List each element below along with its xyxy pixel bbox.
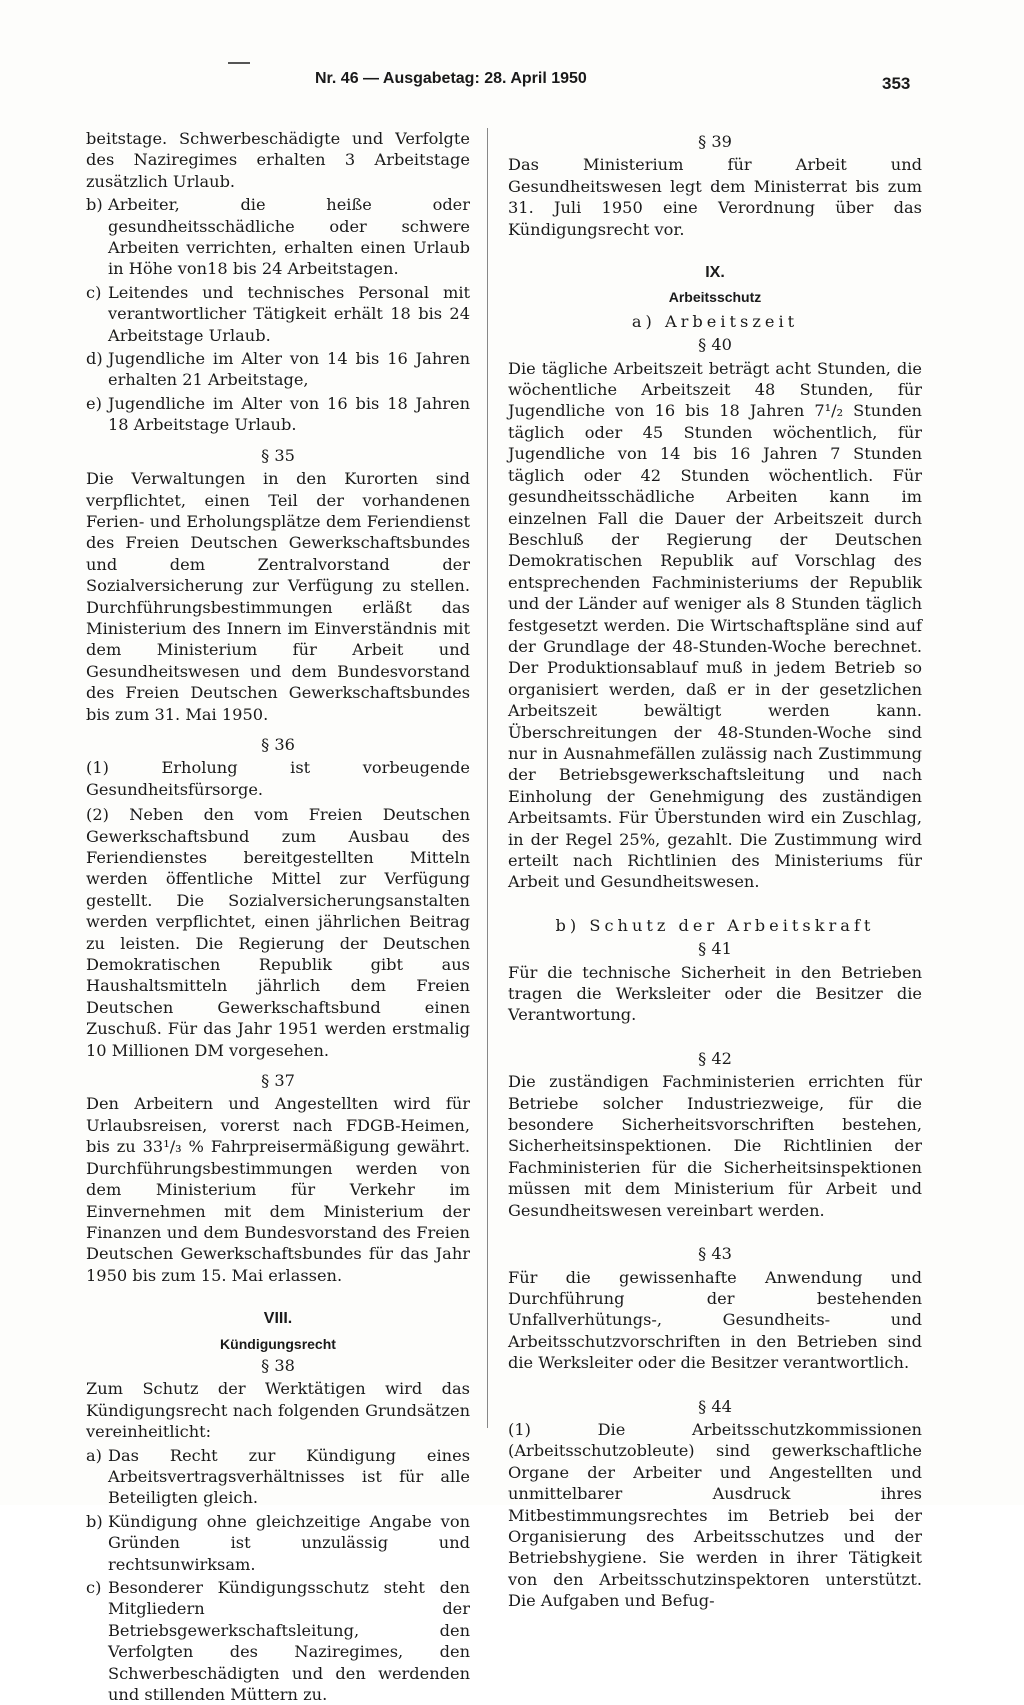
list-item-label: c): [86, 282, 102, 302]
list-item: [86, 1445, 470, 1509]
list-item-label: a): [86, 1445, 102, 1465]
section-heading-36: § 36: [261, 734, 295, 754]
list-item: [86, 393, 470, 436]
list-item-label: e): [86, 393, 102, 413]
section-heading-35: § 35: [261, 445, 295, 465]
list-item-text: Besonderer Kündigungsschutz steht den Mitgliedern der Betriebsgewerkschaftsleitung, den Verfolgten des Naziregimes, den Schwerbeschädigten und den werdenden und stillenden Müttern zu.: [108, 1578, 470, 1705]
section-43-text: Für die gewissenhafte Anwendung und Durchführung der bestehenden Unfallverhütungs-, Gesundheits- und Arbeitsschutzvorschriften in den Betrieben sind die Werksleiter oder die Besitzer verantwortlich.: [508, 1267, 922, 1373]
left-column: [86, 128, 470, 1705]
section-37-text: Den Arbeitern und Angestellten wird für Urlaubsreisen, vorerst nach FDGB-Heimen, bis zu 33¹/₃ % Fahrpreisermäßigung gewährt. Durchführungsbestimmungen werden von dem Ministerium für Verkehr im Einvernehmen mit dem Ministerium der Finanzen und dem Bundesvorstand des Freien Deutschen Gewerkschaftsbundes für das Jahr 1950 bis zum 15. Mai erlassen.: [86, 1094, 470, 1285]
section-44-text: (1) Die Arbeitsschutzkommissionen (Arbeitsschutzobleute) sind gewerkschaftliche Organe der Arbeiter und Angestellten und unmittelbarer Ausdruck ihres Mitbestimmungsrechtes im Betrieb bei der Organisierung des Arbeitsschutzes und der Betriebshygiene. Sie werden in ihrer Tätigkeit von den Arbeitsschutzinspektoren unterstützt. Die Aufgaben und Befug-: [508, 1419, 922, 1611]
section-heading-39: § 39: [698, 132, 732, 151]
section-42-text: Die zuständigen Fachministerien errichten für Betriebe solcher Industriezweige, für die besondere Sicherheitsvorschriften bestehen, Sicherheitsinspektionen. Die Richtlinien der Fachministerien für die Sicherheitsinspektionen müssen mit dem Ministerium für Arbeit und Gesundheitswesen vereinbart werden.: [508, 1072, 922, 1220]
chapter-heading-ix: IX.: [705, 264, 725, 282]
chapter-heading-viii: VIII.: [263, 1310, 293, 1328]
section-heading-42: § 42: [698, 1048, 732, 1068]
page-number: 353: [882, 74, 911, 93]
section-heading-38: § 38: [261, 1355, 295, 1375]
list-item-text: Jugendliche im Alter von 16 bis 18 Jahren 18 Arbeitstage Urlaub.: [108, 393, 470, 435]
section-35-text: Die Verwaltungen in den Kurorten sind verpflichtet, einen Teil der vorhandenen Ferien- und Erholungsplätze dem Feriendienst des Freien Deutschen Gewerkschaftsbundes und dem Zentralvorstand der Sozialversicherung zur Verfügung zu stellen. Durchführungsbestimmungen erläßt das Ministerium des Innern im Einverständnis mit dem Ministerium für Arbeit und Gesundheitswesen und dem Bundesvorstand des Freien Deutschen Gewerkschaftsbundes bis zum 31. Mai 1950.: [86, 469, 470, 724]
list-item: [86, 282, 470, 346]
section-heading-37: § 37: [261, 1071, 295, 1091]
section-heading-43: § 43: [698, 1244, 732, 1264]
list-item: [86, 348, 470, 391]
page-header: Nr. 46 — Ausgabetag: 28. April 1950: [315, 70, 587, 87]
list-item-text: Das Recht zur Kündigung eines Arbeitsvertragsverhältnisses ist für alle Beteiligten gleich.: [108, 1445, 470, 1508]
section-heading-40: § 40: [698, 335, 732, 355]
column-divider: [487, 128, 488, 1428]
section-40-text: Die tägliche Arbeitszeit beträgt acht Stunden, die wöchentliche Arbeitszeit 48 Stunden, für Jugendliche von 16 bis 18 Jahren 7¹/₂ Stunden täglich oder 45 Stunden wöchentlich, für Jugendliche von 14 bis 16 Jahren 7 Stunden täglich oder 42 Stunden wöchentlich. Für gesundheitsschädliche Arbeiten kann im einzelnen Fall die Dauer der Arbeitszeit durch Beschluß der Regierung der Deutschen Demokratischen Republik auf Vorschlag des entsprechenden Fachministeriums der Republik und der Länder auf weniger als 8 Stunden täglich festgesetzt werden. Die Wirtschaftspläne sind auf der Grundlage der 48-Stunden-Woche berechnet. Der Produktionsablauf muß in jedem Betrieb so organisiert werden, daß er in der gesetzlichen Arbeitszeit bewältigt werden kann. Überschreitungen der 48-Stunden-Woche sind nur in Ausnahmefällen zulässig nach Zustimmung der Betriebsgewerkschaftsleitung und nach Einholung der Genehmigung des zuständigen Arbeitsamts. Für Überstunden wird ein Zuschlag, in der Regel 25%, gezahlt. Die Zustimmung wird erteilt nach Richtlinien des Ministeriums für Arbeit und Gesundheitswesen.: [508, 358, 922, 892]
chapter-title-kuendigungsrecht: Kündigungsrecht: [220, 1335, 336, 1352]
list-item: [86, 1511, 470, 1575]
list-item-label: b): [86, 1511, 103, 1531]
list-item-text: Kündigung ohne gleichzeitige Angabe von Gründen ist unzulässig und rechtsunwirksam.: [108, 1511, 470, 1574]
list-item: [86, 1577, 470, 1705]
list-item-label: b): [86, 195, 103, 215]
list-item-label: c): [86, 1578, 102, 1597]
section-39-text: Das Ministerium für Arbeit und Gesundheitswesen legt dem Ministerrat bis zum 31. Juli 1950 eine Verordnung über das Kündigungsrecht vor.: [508, 155, 922, 239]
subheading-schutz-der-arbeitskraft: b) Schutz der Arbeitskraft: [555, 915, 875, 935]
subheading-arbeitszeit: a) Arbeitszeit: [631, 311, 799, 331]
list-item-text: Arbeiter, die heiße oder gesundheitsschädliche oder schwere Arbeiten verrichten, erhalten einen Urlaub in Höhe von18 bis 24 Arbeitstagen.: [108, 195, 470, 279]
chapter-title-arbeitsschutz: Arbeitsschutz: [668, 289, 762, 306]
section-heading-41: § 41: [698, 939, 732, 959]
continued-paragraph: beitstage. Schwerbeschädigte und Verfolgte des Naziregimes erhalten 3 Arbeitstage zusätzlich Urlaub.: [86, 129, 470, 191]
top-dash-mark: [228, 62, 250, 64]
section-38-intro: Zum Schutz der Werktätigen wird das Kündigungsrecht nach folgenden Grundsätzen vereinheitlicht:: [86, 1379, 470, 1442]
list-item: [86, 194, 470, 280]
section-36-paragraph-1: (1) Erholung ist vorbeugende Gesundheitsfürsorge.: [86, 758, 470, 799]
list-item-label: d): [86, 349, 103, 369]
list-item-text: Leitendes und technisches Personal mit verantwortlicher Tätigkeit erhält 18 bis 24 Arbeitstage Urlaub.: [108, 282, 470, 345]
section-41-text: Für die technische Sicherheit in den Betrieben tragen die Werksleiter oder die Besitzer die Verantwortung.: [508, 962, 922, 1025]
section-36-paragraph-2: (2) Neben den vom Freien Deutschen Gewerkschaftsbund zum Ausbau des Feriendienstes bereitgestellten Mitteln werden öffentliche Mittel zur Verfügung gestellt. Die Sozialversicherungsanstalten werden verpflichtet, einen jährlichen Beitrag zu leisten. Die Regierung der Deutschen Demokratischen Republik gibt aus Haushaltsmitteln jährlich dem Freien Deutschen Gewerkschaftsbund einen Zuschuß. Für das Jahr 1951 werden erstmalig 10 Millionen DM vorgesehen.: [86, 805, 470, 1060]
section-heading-44: § 44: [698, 1396, 732, 1416]
right-column: [508, 131, 922, 1612]
list-item-text: Jugendliche im Alter von 14 bis 16 Jahren erhalten 21 Arbeitstage,: [108, 349, 470, 390]
